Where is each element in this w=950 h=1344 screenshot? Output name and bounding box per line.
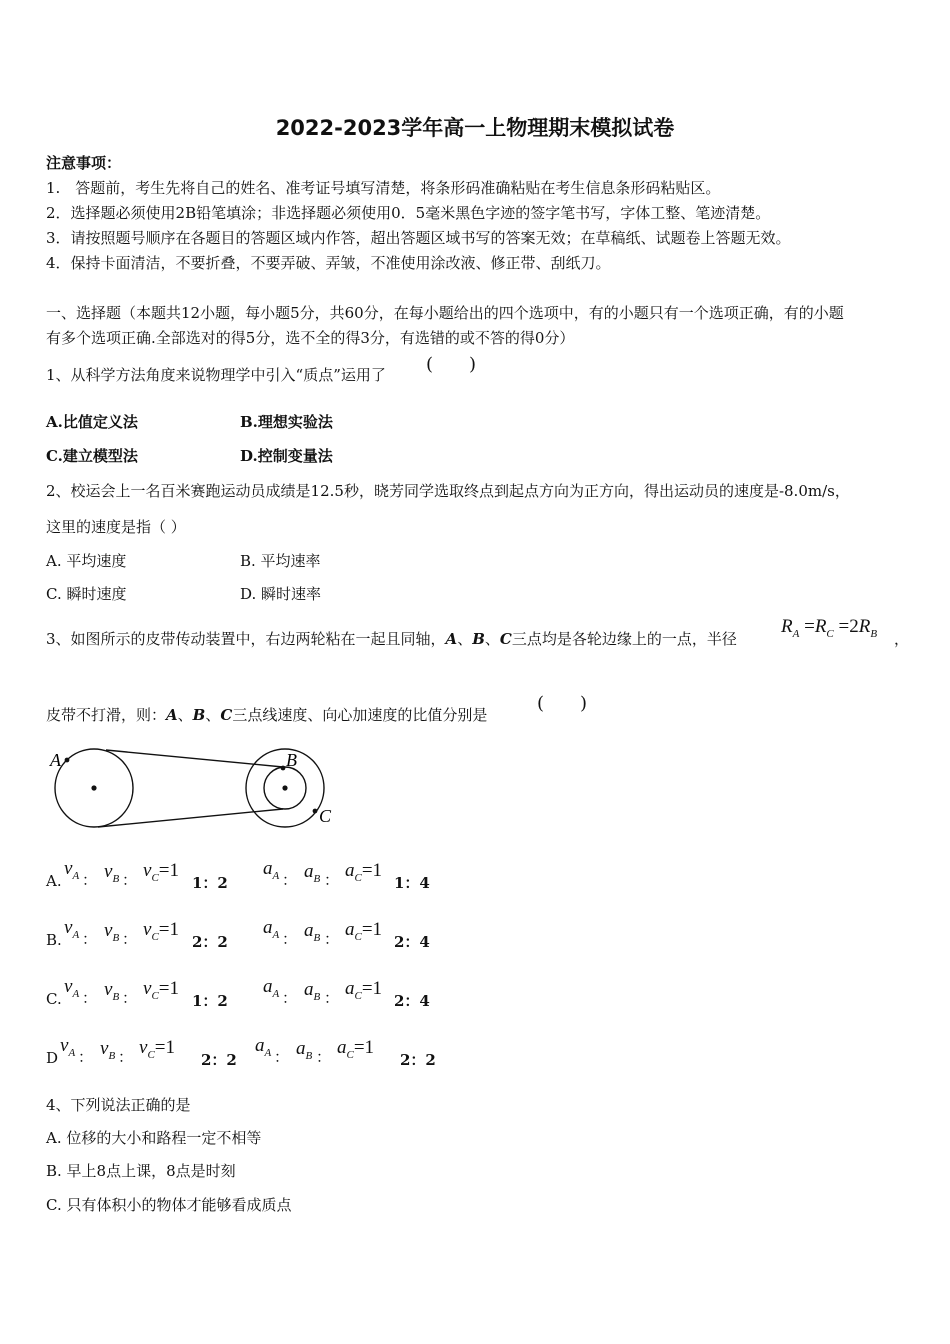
q1-option: A.比值定义法 [46, 413, 138, 431]
question-2-stem-line1: 2、校运会上一名百米赛跑运动员成绩是12.5秒，晓芳同学选取终点到起点方向为正方向，得出运动员的速度是-8.0m/s， [46, 482, 850, 500]
q3-answer-paren: ( ) [537, 693, 588, 714]
q1-stem-text: 1、从科学方法角度来说物理学中引入“质点”运用了 [46, 366, 386, 384]
q2-option: D. 瞬时速率 [240, 585, 322, 603]
section-header-line1: 一、选择题（本题共12小题，每小题5分，共60分，在每小题给出的四个选项中，有的小题只有一个选项正确，有的小题 [46, 304, 844, 322]
q3-text: 、 [457, 630, 473, 648]
notes-item: 2．选择题必须使用2B铅笔填涂；非选择题必须使用0．5毫米黑色字迹的签字笔书写，字体工整、笔迹清楚。 [46, 204, 771, 222]
right-axle [282, 785, 287, 790]
label-b: B [286, 750, 297, 770]
q3-text: 三点均是各轮边缘上的一点，半径 [511, 630, 737, 648]
belt-upper [106, 750, 283, 767]
question-3-stem-line1 [46, 628, 737, 649]
notes-heading: 注意事项： [46, 154, 122, 172]
q1-answer-paren: ( ) [426, 354, 477, 375]
point-label: A [166, 706, 178, 724]
q4-option: A. 位移的大小和路程一定不相等 [46, 1129, 262, 1147]
question-2-stem-line2: 这里的速度是指（ ） [46, 518, 186, 536]
point-c-dot [313, 809, 318, 814]
point-label: B [192, 706, 206, 724]
q2-option: A. 平均速度 [46, 552, 127, 570]
q4-option: C. 只有体积小的物体才能够看成质点 [46, 1196, 292, 1214]
question-1-stem [46, 364, 386, 385]
left-axle [91, 785, 96, 790]
label-a: A [50, 750, 61, 770]
q3-text: 、 [484, 630, 500, 648]
q3-option-d: D $v_A$ ： $v_B$ ： $v_C=1$ 2：2 $a_A$ ： $a_B$ ： $a_C=1$ 2：2 [46, 1035, 436, 1069]
notes-item: 3．请按照题号顺序在各题目的答题区域内作答，超出答题区域书写的答案无效；在草稿纸、试题卷上答题无效。 [46, 229, 791, 247]
point-label: C [220, 706, 233, 724]
q3-option-c: C. $v_A$ ： $v_B$ ： $v_C=1$ 1：2 $a_A$ ： $a_B$ ： $a_C=1$ 2：4 [46, 976, 430, 1010]
q3-text: ， [894, 630, 910, 648]
q3-option-b: B. $v_A$ ： $v_B$ ： $v_C=1$ 2：2 $a_A$ ： $a_B$ ： $a_C=1$ 2：4 [46, 917, 430, 951]
belt-drive-diagram [40, 740, 350, 840]
q1-option: C.建立模型法 [46, 447, 138, 465]
notes-item: 4．保持卡面清洁，不要折叠，不要弄破、弄皱，不准使用涂改液、修正带、刮纸刀。 [46, 254, 611, 272]
question-3-stem-line2 [46, 704, 487, 725]
q3-text: 、 [205, 706, 221, 724]
point-label: B [472, 630, 485, 648]
q2-option: C. 瞬时速度 [46, 585, 127, 603]
question-4-stem: 4、下列说法正确的是 [46, 1096, 191, 1114]
point-label: C [499, 630, 512, 648]
q2-option: B. 平均速率 [240, 552, 321, 570]
q3-text: 三点线速度、向心加速度的比值分别是 [232, 706, 488, 724]
q3-option-a: A. $v_A$ ： $v_B$ ： $v_C=1$ 1：2 $a_A$ ： $a_B$ ： $a_C=1$ 1：4 [46, 858, 430, 892]
label-c: C [319, 806, 332, 826]
page-title: 2022-2023学年高一上物理期末模拟试卷 [275, 116, 675, 140]
point-b-dot [281, 766, 286, 771]
q1-option: D.控制变量法 [240, 447, 333, 465]
q3-text: 皮带不打滑，则： [46, 706, 167, 724]
radius-formula: $R_A =R_C =2R_B$ [781, 616, 878, 640]
q1-option: B.理想实验法 [240, 413, 333, 431]
q4-option: B. 早上8点上课，8点是时刻 [46, 1162, 236, 1180]
section-header-line2: 有多个选项正确.全部选对的得5分，选不全的得3分，有选错的或不答的得0分） [46, 329, 575, 347]
point-a-dot [65, 758, 70, 763]
notes-item: 1. 答题前，考生先将自己的姓名、准考证号填写清楚，将条形码准确粘贴在考生信息条形码粘贴区。 [46, 179, 721, 197]
point-label: A [445, 630, 458, 648]
q3-text: 3、如图所示的皮带传动装置中，右边两轮粘在一起且同轴， [46, 630, 446, 648]
q3-text: 、 [177, 706, 193, 724]
